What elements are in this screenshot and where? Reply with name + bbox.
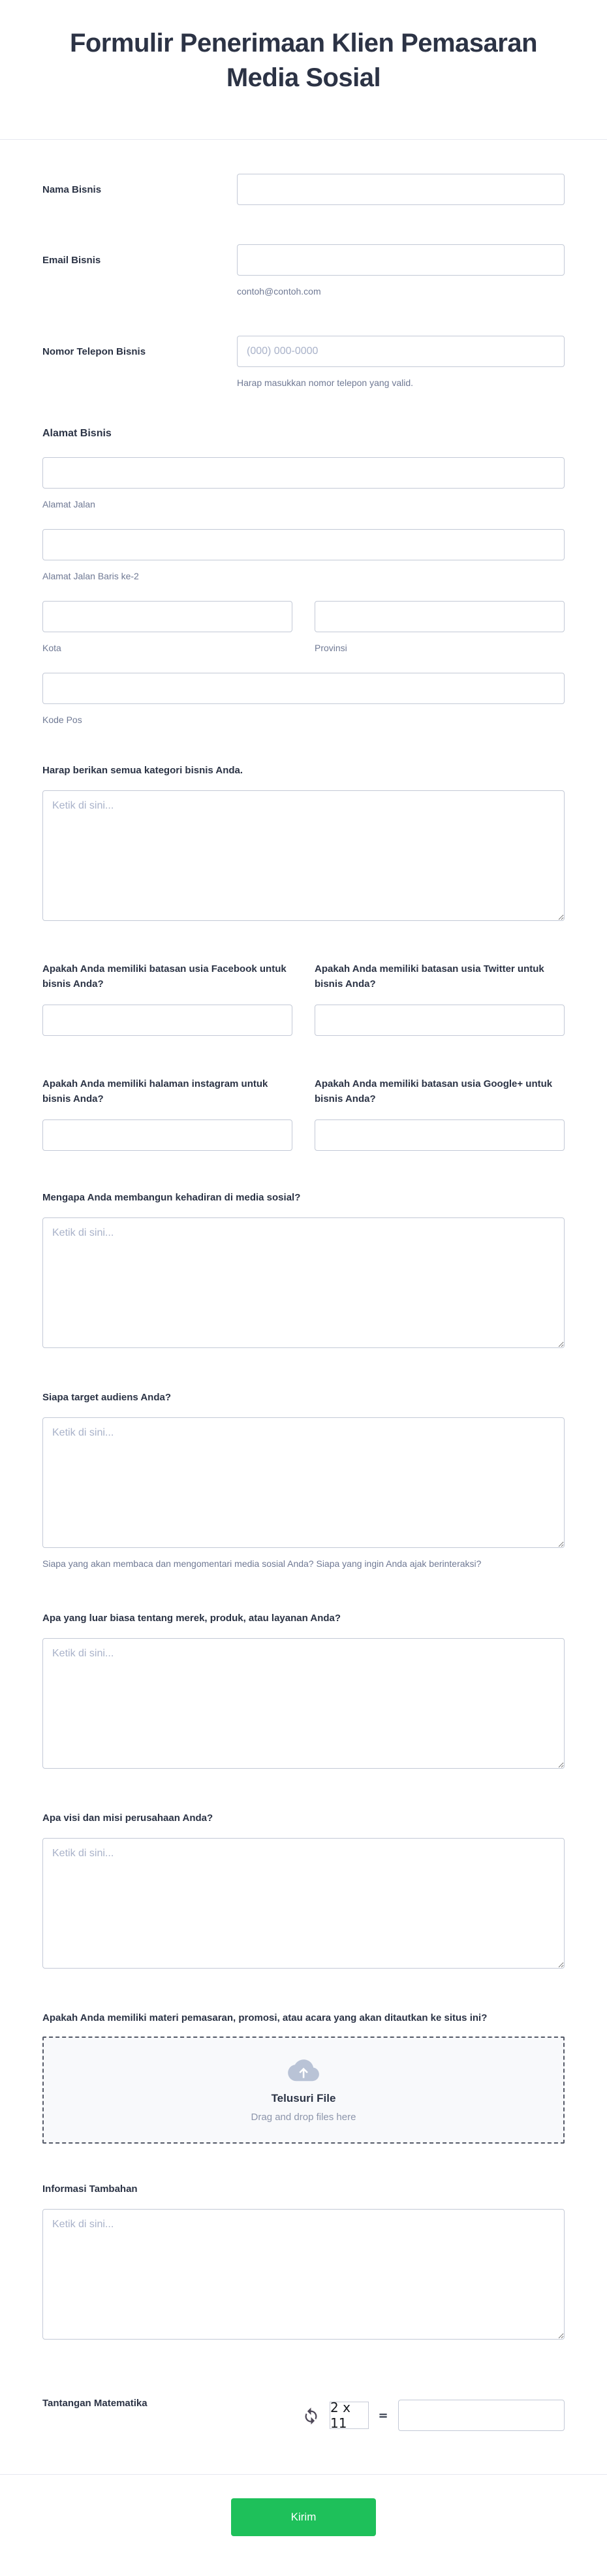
math-captcha-equation: 2 x 11 (330, 2402, 369, 2429)
twitter-age-input[interactable] (315, 1005, 565, 1036)
math-captcha-label: Tantangan Matematika (42, 2398, 148, 2409)
target-audience-label: Siapa target audiens Anda? (42, 1392, 171, 1403)
math-captcha-group (302, 2400, 565, 2431)
target-audience-textarea[interactable] (42, 1417, 565, 1548)
form-header (0, 0, 607, 95)
brand-unique-textarea[interactable] (42, 1638, 565, 1769)
instagram-page-input[interactable] (42, 1119, 292, 1151)
field-math-captcha (42, 2389, 565, 2431)
math-captcha-equals: = (378, 2408, 388, 2423)
address-zip-line (42, 673, 565, 725)
instagram-page-label: Apakah Anda memiliki halaman instagram untuk bisnis Anda? (42, 1078, 268, 1104)
googleplus-age-input[interactable] (315, 1119, 565, 1151)
field-facebook-age (42, 961, 292, 1036)
business-categories-textarea[interactable] (42, 790, 565, 921)
business-name-label: Nama Bisnis (42, 184, 102, 195)
field-business-email (42, 244, 565, 297)
address-state-sublabel: Provinsi (315, 643, 347, 653)
field-file-upload (42, 2010, 565, 2144)
field-business-phone (42, 336, 565, 388)
cloud-upload-icon (287, 2058, 320, 2083)
page-title-line2: Media Sosial (226, 63, 381, 92)
business-email-input[interactable] (237, 244, 565, 276)
file-upload-drag-label: Drag and drop files here (251, 2111, 356, 2123)
business-categories-label: Harap berikan semua kategori bisnis Anda. (42, 765, 243, 776)
facebook-age-label: Apakah Anda memiliki batasan usia Facebook untuk bisnis Anda? (42, 963, 287, 990)
business-email-label: Email Bisnis (42, 255, 101, 266)
business-name-input[interactable] (237, 174, 565, 205)
additional-info-textarea[interactable] (42, 2209, 565, 2340)
business-address-label: Alamat Bisnis (42, 428, 112, 439)
refresh-icon[interactable] (302, 2407, 320, 2424)
target-audience-hint: Siapa yang akan membaca dan mengomentari media sosial Anda? Siapa yang ingin Anda ajak berinteraksi? (42, 1558, 482, 1569)
file-upload-browse-label: Telusuri File (271, 2091, 336, 2104)
vision-mission-label: Apa visi dan misi perusahaan Anda? (42, 1812, 213, 1824)
file-upload-label: Apakah Anda memiliki materi pemasaran, promosi, atau acara yang akan ditautkan ke situs ini? (42, 2012, 488, 2023)
field-business-name (42, 174, 565, 205)
social-questions-row1 (42, 961, 565, 1036)
address-city-sublabel: Kota (42, 643, 61, 653)
address-street-input[interactable] (42, 457, 565, 489)
address-street2-sublabel: Alamat Jalan Baris ke-2 (42, 571, 139, 581)
field-googleplus-age (315, 1076, 565, 1151)
twitter-age-label: Apakah Anda memiliki batasan usia Twitter untuk bisnis Anda? (315, 963, 544, 990)
address-zip-sublabel: Kode Pos (42, 715, 82, 725)
social-questions-row2 (42, 1076, 565, 1151)
field-why-social (42, 1191, 565, 1348)
address-street2-line (42, 529, 565, 581)
address-street2-input[interactable] (42, 529, 565, 560)
why-social-label: Mengapa Anda membangun kehadiran di media sosial? (42, 1192, 301, 1203)
additional-info-label: Informasi Tambahan (42, 2183, 138, 2195)
business-phone-label: Nomor Telepon Bisnis (42, 346, 146, 357)
file-upload-dropzone[interactable] (42, 2037, 565, 2144)
address-city-state-line (42, 601, 565, 653)
address-city-input[interactable] (42, 601, 292, 632)
address-zip-input[interactable] (42, 673, 565, 704)
googleplus-age-label: Apakah Anda memiliki batasan usia Google+ untuk bisnis Anda? (315, 1078, 553, 1104)
social-questions-grid (42, 961, 565, 1151)
form-body (42, 140, 565, 2474)
field-twitter-age (315, 961, 565, 1036)
brand-unique-label: Apa yang luar biasa tentang merek, produk, atau layanan Anda? (42, 1613, 341, 1624)
page-title (42, 26, 565, 95)
why-social-textarea[interactable] (42, 1217, 565, 1348)
field-business-categories (42, 764, 565, 921)
page-title-line1: Formulir Penerimaan Klien Pemasaran (69, 29, 538, 57)
field-instagram-page (42, 1076, 292, 1151)
business-phone-hint: Harap masukkan nomor telepon yang valid. (237, 378, 414, 388)
math-captcha-answer-input[interactable] (398, 2400, 565, 2431)
business-phone-input[interactable] (237, 336, 565, 367)
address-street-line (42, 457, 565, 509)
form-footer (0, 2474, 607, 2569)
field-business-address (42, 427, 565, 725)
address-street-sublabel: Alamat Jalan (42, 499, 95, 509)
address-state-input[interactable] (315, 601, 565, 632)
field-vision-mission (42, 1812, 565, 1969)
vision-mission-textarea[interactable] (42, 1838, 565, 1969)
facebook-age-input[interactable] (42, 1005, 292, 1036)
submit-button[interactable]: Kirim (231, 2498, 376, 2536)
field-brand-unique (42, 1612, 565, 1769)
field-additional-info (42, 2183, 565, 2340)
field-target-audience (42, 1391, 565, 1569)
business-email-hint: contoh@contoh.com (237, 286, 321, 297)
